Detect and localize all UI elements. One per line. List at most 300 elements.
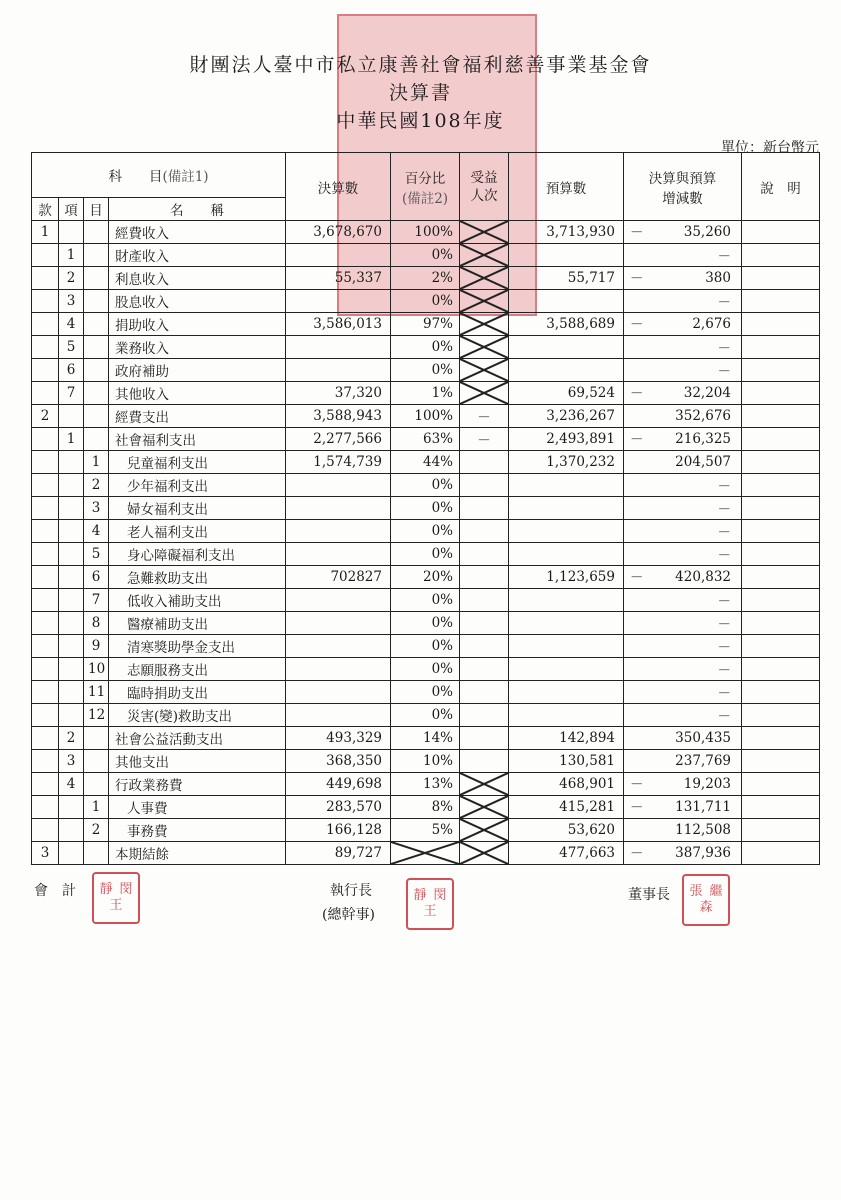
remark-header: 說 明 [742, 153, 820, 221]
remark-cell [742, 221, 820, 244]
mu-cell [84, 221, 109, 244]
kuan-cell: 2 [32, 405, 59, 428]
kuan-cell [32, 497, 59, 520]
budget-cell [509, 497, 624, 520]
diff-value: 350,435 [675, 730, 731, 746]
diff-value: 19,203 [683, 776, 731, 792]
ceo-seal: 靜 閔 王 [406, 878, 454, 930]
diff-value: － [717, 640, 731, 656]
remark-cell [742, 612, 820, 635]
xiang-cell [59, 704, 84, 727]
diff-value: 216,325 [675, 431, 731, 447]
actual-cell [286, 474, 391, 497]
xiang-cell: 2 [59, 727, 84, 750]
diff-cell [624, 221, 742, 244]
remark-cell [742, 474, 820, 497]
mu-cell [84, 727, 109, 750]
name-cell: 本期結餘 [109, 842, 286, 865]
remark-cell [742, 520, 820, 543]
diff-cell [624, 313, 742, 336]
diff-value: － [717, 548, 731, 564]
mu-cell: 8 [84, 612, 109, 635]
doc-title: 決算書 [388, 82, 452, 104]
diff-cell [624, 336, 742, 359]
pct-cell: 0% [391, 612, 460, 635]
pct-cell: 0% [391, 359, 460, 382]
beneficiary-cell [460, 359, 509, 382]
name-cell: 臨時捐助支出 [109, 681, 286, 704]
beneficiary-cell [460, 796, 509, 819]
diff-value: 352,676 [675, 408, 731, 424]
beneficiary-cell [460, 727, 509, 750]
diff-cell [624, 566, 742, 589]
table-row [32, 359, 820, 382]
diff-cell [624, 773, 742, 796]
kuan-cell: 1 [32, 221, 59, 244]
diff-header: 決算與預算 增減數 [624, 153, 742, 221]
beneficiary-cell [460, 497, 509, 520]
kuan-cell [32, 727, 59, 750]
actual-cell: 368,350 [286, 750, 391, 773]
xiang-cell [59, 635, 84, 658]
budget-cell [509, 543, 624, 566]
pct-cell: 0% [391, 244, 460, 267]
table-row [32, 405, 820, 428]
actual-cell: 3,586,013 [286, 313, 391, 336]
chairman-label: 董事長 [628, 887, 670, 903]
beneficiary-cell [460, 773, 509, 796]
diff-sign: － [630, 432, 644, 448]
diff-value: 35,260 [683, 224, 731, 240]
table-row [32, 589, 820, 612]
name-cell: 低收入補助支出 [109, 589, 286, 612]
remark-cell [742, 589, 820, 612]
mu-cell: 7 [84, 589, 109, 612]
org-title: 財團法人臺中市私立康善社會福利慈善事業基金會 [189, 54, 652, 76]
budget-cell: 3,713,930 [509, 221, 624, 244]
remark-cell [742, 566, 820, 589]
actual-header: 決算數 [286, 153, 391, 221]
diff-value: － [717, 502, 731, 518]
budget-cell [509, 589, 624, 612]
pct-cell: 0% [391, 336, 460, 359]
kuan-cell [32, 796, 59, 819]
name-cell: 婦女福利支出 [109, 497, 286, 520]
mu-cell [84, 773, 109, 796]
diff-value: 420,832 [675, 569, 731, 585]
diff-sign: － [630, 317, 644, 333]
table-row [32, 543, 820, 566]
budget-cell [509, 704, 624, 727]
budget-cell: 69,524 [509, 382, 624, 405]
actual-cell: 702827 [286, 566, 391, 589]
remark-cell [742, 267, 820, 290]
kuan-cell [32, 704, 59, 727]
beneficiary-cell [460, 382, 509, 405]
mu-cell [84, 750, 109, 773]
table-row [32, 727, 820, 750]
table-row [32, 520, 820, 543]
remark-cell [742, 681, 820, 704]
table-row [32, 819, 820, 842]
budget-table [31, 152, 820, 865]
table-row [32, 290, 820, 313]
diff-value: 32,204 [683, 385, 731, 401]
diff-cell [624, 428, 742, 451]
mu-cell: 6 [84, 566, 109, 589]
actual-cell: 493,329 [286, 727, 391, 750]
remark-cell [742, 382, 820, 405]
kuan-cell [32, 773, 59, 796]
kuan-cell [32, 290, 59, 313]
diff-cell [624, 543, 742, 566]
xiang-cell: 7 [59, 382, 84, 405]
pct-cell: 13% [391, 773, 460, 796]
remark-cell [742, 497, 820, 520]
diff-sign: － [630, 777, 644, 793]
actual-cell: 37,320 [286, 382, 391, 405]
mu-cell: 5 [84, 543, 109, 566]
diff-sign: － [630, 225, 644, 241]
kuan-cell [32, 451, 59, 474]
actual-cell: 449,698 [286, 773, 391, 796]
name-cell: 其他收入 [109, 382, 286, 405]
actual-cell [286, 589, 391, 612]
name-cell: 兒童福利支出 [109, 451, 286, 474]
kuan-cell [32, 336, 59, 359]
remark-cell [742, 336, 820, 359]
actual-cell [286, 520, 391, 543]
budget-cell [509, 635, 624, 658]
remark-cell [742, 244, 820, 267]
beneficiary-cell [460, 267, 509, 290]
actual-cell: 89,727 [286, 842, 391, 865]
unit-label: 單位：新台幣元 [721, 140, 819, 156]
diff-cell [624, 359, 742, 382]
pct-cell: 0% [391, 589, 460, 612]
beneficiary-cell [460, 566, 509, 589]
budget-cell: 3,236,267 [509, 405, 624, 428]
table-row [32, 750, 820, 773]
table-row [32, 497, 820, 520]
budget-cell: 468,901 [509, 773, 624, 796]
pct-cell: 8% [391, 796, 460, 819]
diff-cell [624, 612, 742, 635]
mu-cell: 12 [84, 704, 109, 727]
remark-cell [742, 313, 820, 336]
kuan-cell [32, 359, 59, 382]
kuan-header: 款 [32, 198, 59, 221]
kuan-cell [32, 428, 59, 451]
actual-cell [286, 704, 391, 727]
remark-cell [742, 750, 820, 773]
table-row [32, 221, 820, 244]
table-row [32, 796, 820, 819]
budget-cell [509, 520, 624, 543]
budget-cell: 2,493,891 [509, 428, 624, 451]
diff-cell [624, 635, 742, 658]
budget-cell [509, 336, 624, 359]
budget-cell: 53,620 [509, 819, 624, 842]
actual-cell [286, 359, 391, 382]
pct-cell: 0% [391, 658, 460, 681]
diff-value: － [717, 525, 731, 541]
actual-cell [286, 681, 391, 704]
actual-cell: 283,570 [286, 796, 391, 819]
kuan-cell [32, 819, 59, 842]
diff-value: － [717, 663, 731, 679]
actual-cell: 2,277,566 [286, 428, 391, 451]
xiang-cell: 6 [59, 359, 84, 382]
diff-cell [624, 497, 742, 520]
budget-cell: 130,581 [509, 750, 624, 773]
xiang-cell: 1 [59, 244, 84, 267]
diff-cell [624, 405, 742, 428]
name-cell: 身心障礙福利支出 [109, 543, 286, 566]
xiang-cell [59, 612, 84, 635]
name-cell: 人事費 [109, 796, 286, 819]
xiang-cell [59, 497, 84, 520]
beneficiary-cell [460, 520, 509, 543]
diff-cell [624, 520, 742, 543]
diff-value: 204,507 [675, 454, 731, 470]
pct-cell: 10% [391, 750, 460, 773]
xiang-cell [59, 221, 84, 244]
name-cell: 行政業務費 [109, 773, 286, 796]
diff-value: － [717, 295, 731, 311]
name-cell: 股息收入 [109, 290, 286, 313]
budget-cell: 1,123,659 [509, 566, 624, 589]
diff-value: 112,508 [675, 822, 731, 838]
actual-cell [286, 290, 391, 313]
accountant-seal: 靜 閔 王 [92, 872, 140, 924]
beneficiary-cell [460, 474, 509, 497]
actual-cell: 166,128 [286, 819, 391, 842]
beneficiary-cell [460, 819, 509, 842]
xiang-cell [59, 405, 84, 428]
actual-cell [286, 336, 391, 359]
diff-cell [624, 658, 742, 681]
pct-cell [391, 842, 460, 865]
diff-value: － [717, 594, 731, 610]
diff-cell [624, 474, 742, 497]
pct-cell: 100% [391, 405, 460, 428]
name-cell: 少年福利支出 [109, 474, 286, 497]
diff-value: 380 [705, 270, 731, 286]
actual-cell [286, 244, 391, 267]
remark-cell [742, 658, 820, 681]
beneficiary-cell [460, 842, 509, 865]
kuan-cell [32, 520, 59, 543]
kuan-cell [32, 267, 59, 290]
actual-cell: 55,337 [286, 267, 391, 290]
beneficiary-cell [460, 612, 509, 635]
kuan-cell: 3 [32, 842, 59, 865]
table-row [32, 842, 820, 865]
name-cell: 其他支出 [109, 750, 286, 773]
budget-header: 預算數 [509, 153, 624, 221]
budget-cell: 55,717 [509, 267, 624, 290]
mu-cell [84, 244, 109, 267]
table-row [32, 612, 820, 635]
remark-cell [742, 635, 820, 658]
diff-sign: － [630, 846, 644, 862]
pct-cell: 0% [391, 474, 460, 497]
diff-cell [624, 819, 742, 842]
mu-cell: 2 [84, 474, 109, 497]
kuan-cell [32, 382, 59, 405]
remark-cell [742, 451, 820, 474]
diff-sign: － [630, 800, 644, 816]
kuan-cell [32, 566, 59, 589]
name-cell: 捐助收入 [109, 313, 286, 336]
mu-header: 目 [84, 198, 109, 221]
pct-cell: 0% [391, 497, 460, 520]
pct-cell: 0% [391, 681, 460, 704]
actual-cell [286, 635, 391, 658]
remark-cell [742, 704, 820, 727]
beneficiary-cell [460, 244, 509, 267]
diff-cell [624, 842, 742, 865]
mu-cell [84, 842, 109, 865]
diff-value: － [717, 617, 731, 633]
name-cell: 經費支出 [109, 405, 286, 428]
budget-cell [509, 612, 624, 635]
pct-cell: 5% [391, 819, 460, 842]
pct-cell: 44% [391, 451, 460, 474]
beneficiary-cell [460, 290, 509, 313]
table-row [32, 474, 820, 497]
diff-cell [624, 796, 742, 819]
mu-cell: 2 [84, 819, 109, 842]
name-cell: 利息收入 [109, 267, 286, 290]
diff-cell [624, 451, 742, 474]
diff-sign: － [630, 271, 644, 287]
mu-cell: 10 [84, 658, 109, 681]
mu-cell [84, 428, 109, 451]
diff-cell [624, 382, 742, 405]
subject-header: 科 目(備註1) [32, 153, 286, 198]
table-row [32, 382, 820, 405]
beneficiary-cell [460, 589, 509, 612]
pct-cell: 97% [391, 313, 460, 336]
diff-value: 387,936 [675, 845, 731, 861]
actual-cell [286, 658, 391, 681]
chairman-seal: 張 繼 森 [682, 874, 730, 926]
diff-cell [624, 727, 742, 750]
beneficiary-cell [460, 336, 509, 359]
budget-cell [509, 658, 624, 681]
beneficiary-cell [460, 681, 509, 704]
kuan-cell [32, 750, 59, 773]
kuan-cell [32, 474, 59, 497]
table-row [32, 244, 820, 267]
budget-cell: 415,281 [509, 796, 624, 819]
diff-sign: － [630, 570, 644, 586]
diff-cell [624, 750, 742, 773]
remark-cell [742, 359, 820, 382]
beneficiary-cell [460, 221, 509, 244]
name-cell: 清寒獎助學金支出 [109, 635, 286, 658]
budget-cell: 3,588,689 [509, 313, 624, 336]
beneficiary-cell [460, 704, 509, 727]
remark-cell [742, 773, 820, 796]
beneficiary-cell: － [460, 428, 509, 451]
xiang-cell: 4 [59, 313, 84, 336]
remark-cell [742, 543, 820, 566]
kuan-cell [32, 543, 59, 566]
xiang-cell: 3 [59, 750, 84, 773]
budget-cell [509, 359, 624, 382]
kuan-cell [32, 658, 59, 681]
pct-cell: 0% [391, 704, 460, 727]
budget-cell [509, 290, 624, 313]
beneficiary-cell [460, 543, 509, 566]
xiang-cell [59, 681, 84, 704]
xiang-cell: 5 [59, 336, 84, 359]
mu-cell [84, 267, 109, 290]
diff-value: － [717, 341, 731, 357]
mu-cell [84, 382, 109, 405]
mu-cell [84, 405, 109, 428]
budget-cell [509, 244, 624, 267]
pct-cell: 14% [391, 727, 460, 750]
diff-value: － [717, 249, 731, 265]
diff-value: 2,676 [692, 316, 731, 332]
table-row [32, 704, 820, 727]
xiang-cell [59, 658, 84, 681]
name-cell: 志願服務支出 [109, 658, 286, 681]
diff-value: － [717, 364, 731, 380]
mu-cell [84, 313, 109, 336]
xiang-cell: 4 [59, 773, 84, 796]
remark-cell [742, 819, 820, 842]
diff-value: 237,769 [675, 753, 731, 769]
budget-cell: 477,663 [509, 842, 624, 865]
xiang-cell [59, 842, 84, 865]
pct-cell: 0% [391, 290, 460, 313]
pct-cell: 20% [391, 566, 460, 589]
name-cell: 社會福利支出 [109, 428, 286, 451]
diff-cell [624, 589, 742, 612]
diff-cell [624, 267, 742, 290]
mu-cell: 3 [84, 497, 109, 520]
remark-cell [742, 796, 820, 819]
table-row [32, 566, 820, 589]
diff-sign: － [630, 386, 644, 402]
mu-cell: 1 [84, 451, 109, 474]
mu-cell: 11 [84, 681, 109, 704]
diff-value: － [717, 686, 731, 702]
pct-header: 百分比 (備註2) [391, 153, 460, 221]
name-cell: 政府補助 [109, 359, 286, 382]
table-row [32, 773, 820, 796]
year-title: 中華民國108年度 [336, 110, 505, 132]
mu-cell: 4 [84, 520, 109, 543]
pct-cell: 0% [391, 635, 460, 658]
xiang-cell: 2 [59, 267, 84, 290]
kuan-cell [32, 635, 59, 658]
pct-cell: 100% [391, 221, 460, 244]
ceo-sub-label: (總幹事) [322, 907, 375, 923]
kuan-cell [32, 681, 59, 704]
kuan-cell [32, 612, 59, 635]
budget-cell [509, 681, 624, 704]
budget-cell [509, 474, 624, 497]
budget-cell: 1,370,232 [509, 451, 624, 474]
diff-value: 131,711 [675, 799, 731, 815]
pct-cell: 0% [391, 543, 460, 566]
